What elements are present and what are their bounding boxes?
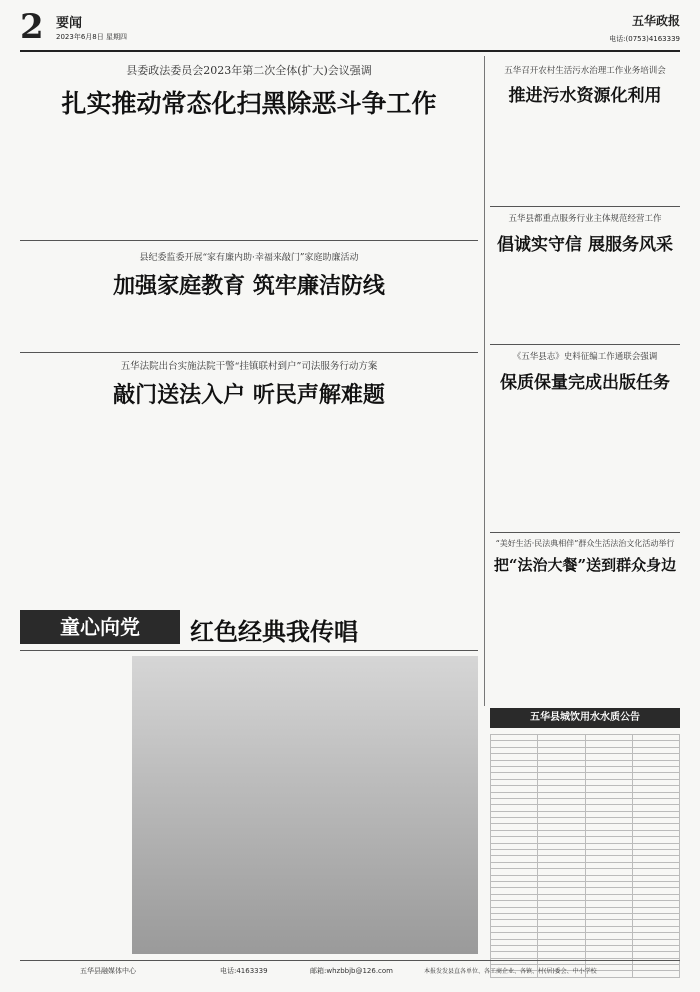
article-6-body	[490, 394, 680, 528]
students-singing-photo	[132, 656, 478, 954]
divider	[490, 532, 680, 533]
water-quality-title: 五华县城饮用水水质公告	[490, 708, 680, 728]
article-1-kicker: 县委政法委员会2023年第二次全体(扩大)会议强调	[126, 64, 372, 77]
article-2-heading	[490, 64, 680, 106]
table-cell	[632, 971, 679, 977]
article-5-headline: 敲门送法入户 听民声解难题	[113, 382, 385, 408]
footer-rule	[20, 960, 680, 961]
article-4-heading	[490, 212, 680, 255]
article-1-heading	[20, 62, 478, 120]
divider	[20, 650, 478, 651]
article-7-heading	[490, 538, 680, 575]
article-3-kicker: 县纪委监委开展“家有廉内助·幸福来敲门”家庭助廉活动	[139, 253, 359, 263]
photo-story-banner: 童心向党	[20, 610, 180, 644]
article-7-kicker: “美好生活·民法典相伴”群众生活法治文化活动举行	[495, 539, 675, 548]
header-rule	[20, 50, 680, 52]
water-quality-table	[490, 734, 680, 978]
header-phone: 电话:(0753)4163339	[609, 35, 680, 43]
article-6-heading	[490, 350, 680, 393]
article-4-body	[490, 256, 680, 338]
article-4-kicker: 五华县都重点服务行业主体规范经营工作	[508, 214, 662, 224]
divider	[20, 240, 478, 241]
article-2-headline: 推进污水资源化利用	[508, 86, 662, 106]
article-5-heading	[20, 358, 478, 409]
article-6-kicker: 《五华县志》史料征编工作通联会强调	[512, 352, 658, 362]
photo-story-headline: 红色经典我传唱	[190, 617, 358, 646]
article-2-body	[490, 116, 680, 196]
article-5-kicker: 五华法院出台实施法院干警“挂镇联村到户”司法服务行动方案	[120, 361, 378, 372]
article-7-headline: 把“法治大餐”送到群众身边	[493, 556, 677, 574]
article-3-headline: 加强家庭教育 筑牢廉洁防线	[113, 273, 385, 299]
photo-story-body	[20, 660, 124, 936]
footer-email: 邮箱:whzbbjb@126.com	[310, 967, 394, 975]
page-header	[20, 7, 680, 48]
divider	[20, 352, 478, 353]
page-number: 2	[20, 7, 44, 47]
issue-date: 2023年6月8日 星期四	[56, 33, 127, 41]
footer-office: 五华县融媒体中心	[80, 967, 136, 975]
article-4-headline: 倡诚实守信 展服务风采	[497, 235, 673, 255]
article-3-heading	[20, 250, 478, 300]
divider	[490, 344, 680, 345]
divider	[490, 206, 680, 207]
column-divider	[484, 56, 485, 706]
article-3-body	[20, 296, 478, 346]
section-name: 要闻	[56, 16, 83, 31]
article-6-headline: 保质保量完成出版任务	[500, 373, 670, 393]
article-5-body	[20, 404, 478, 600]
article-2-kicker: 五华召开农村生活污水治理工作业务培训会	[504, 66, 666, 76]
article-1-headline: 扎实推动常态化扫黑除恶斗争工作	[61, 89, 437, 118]
footer-note: 本报发发县直各单位、各工商企业、各镇、村(居)委会、中小学校	[424, 968, 597, 975]
masthead-brand: 五华政报	[631, 14, 680, 28]
article-1-body	[20, 126, 478, 234]
article-7-body	[490, 578, 680, 702]
footer-phone: 电话:4163339	[220, 967, 268, 975]
